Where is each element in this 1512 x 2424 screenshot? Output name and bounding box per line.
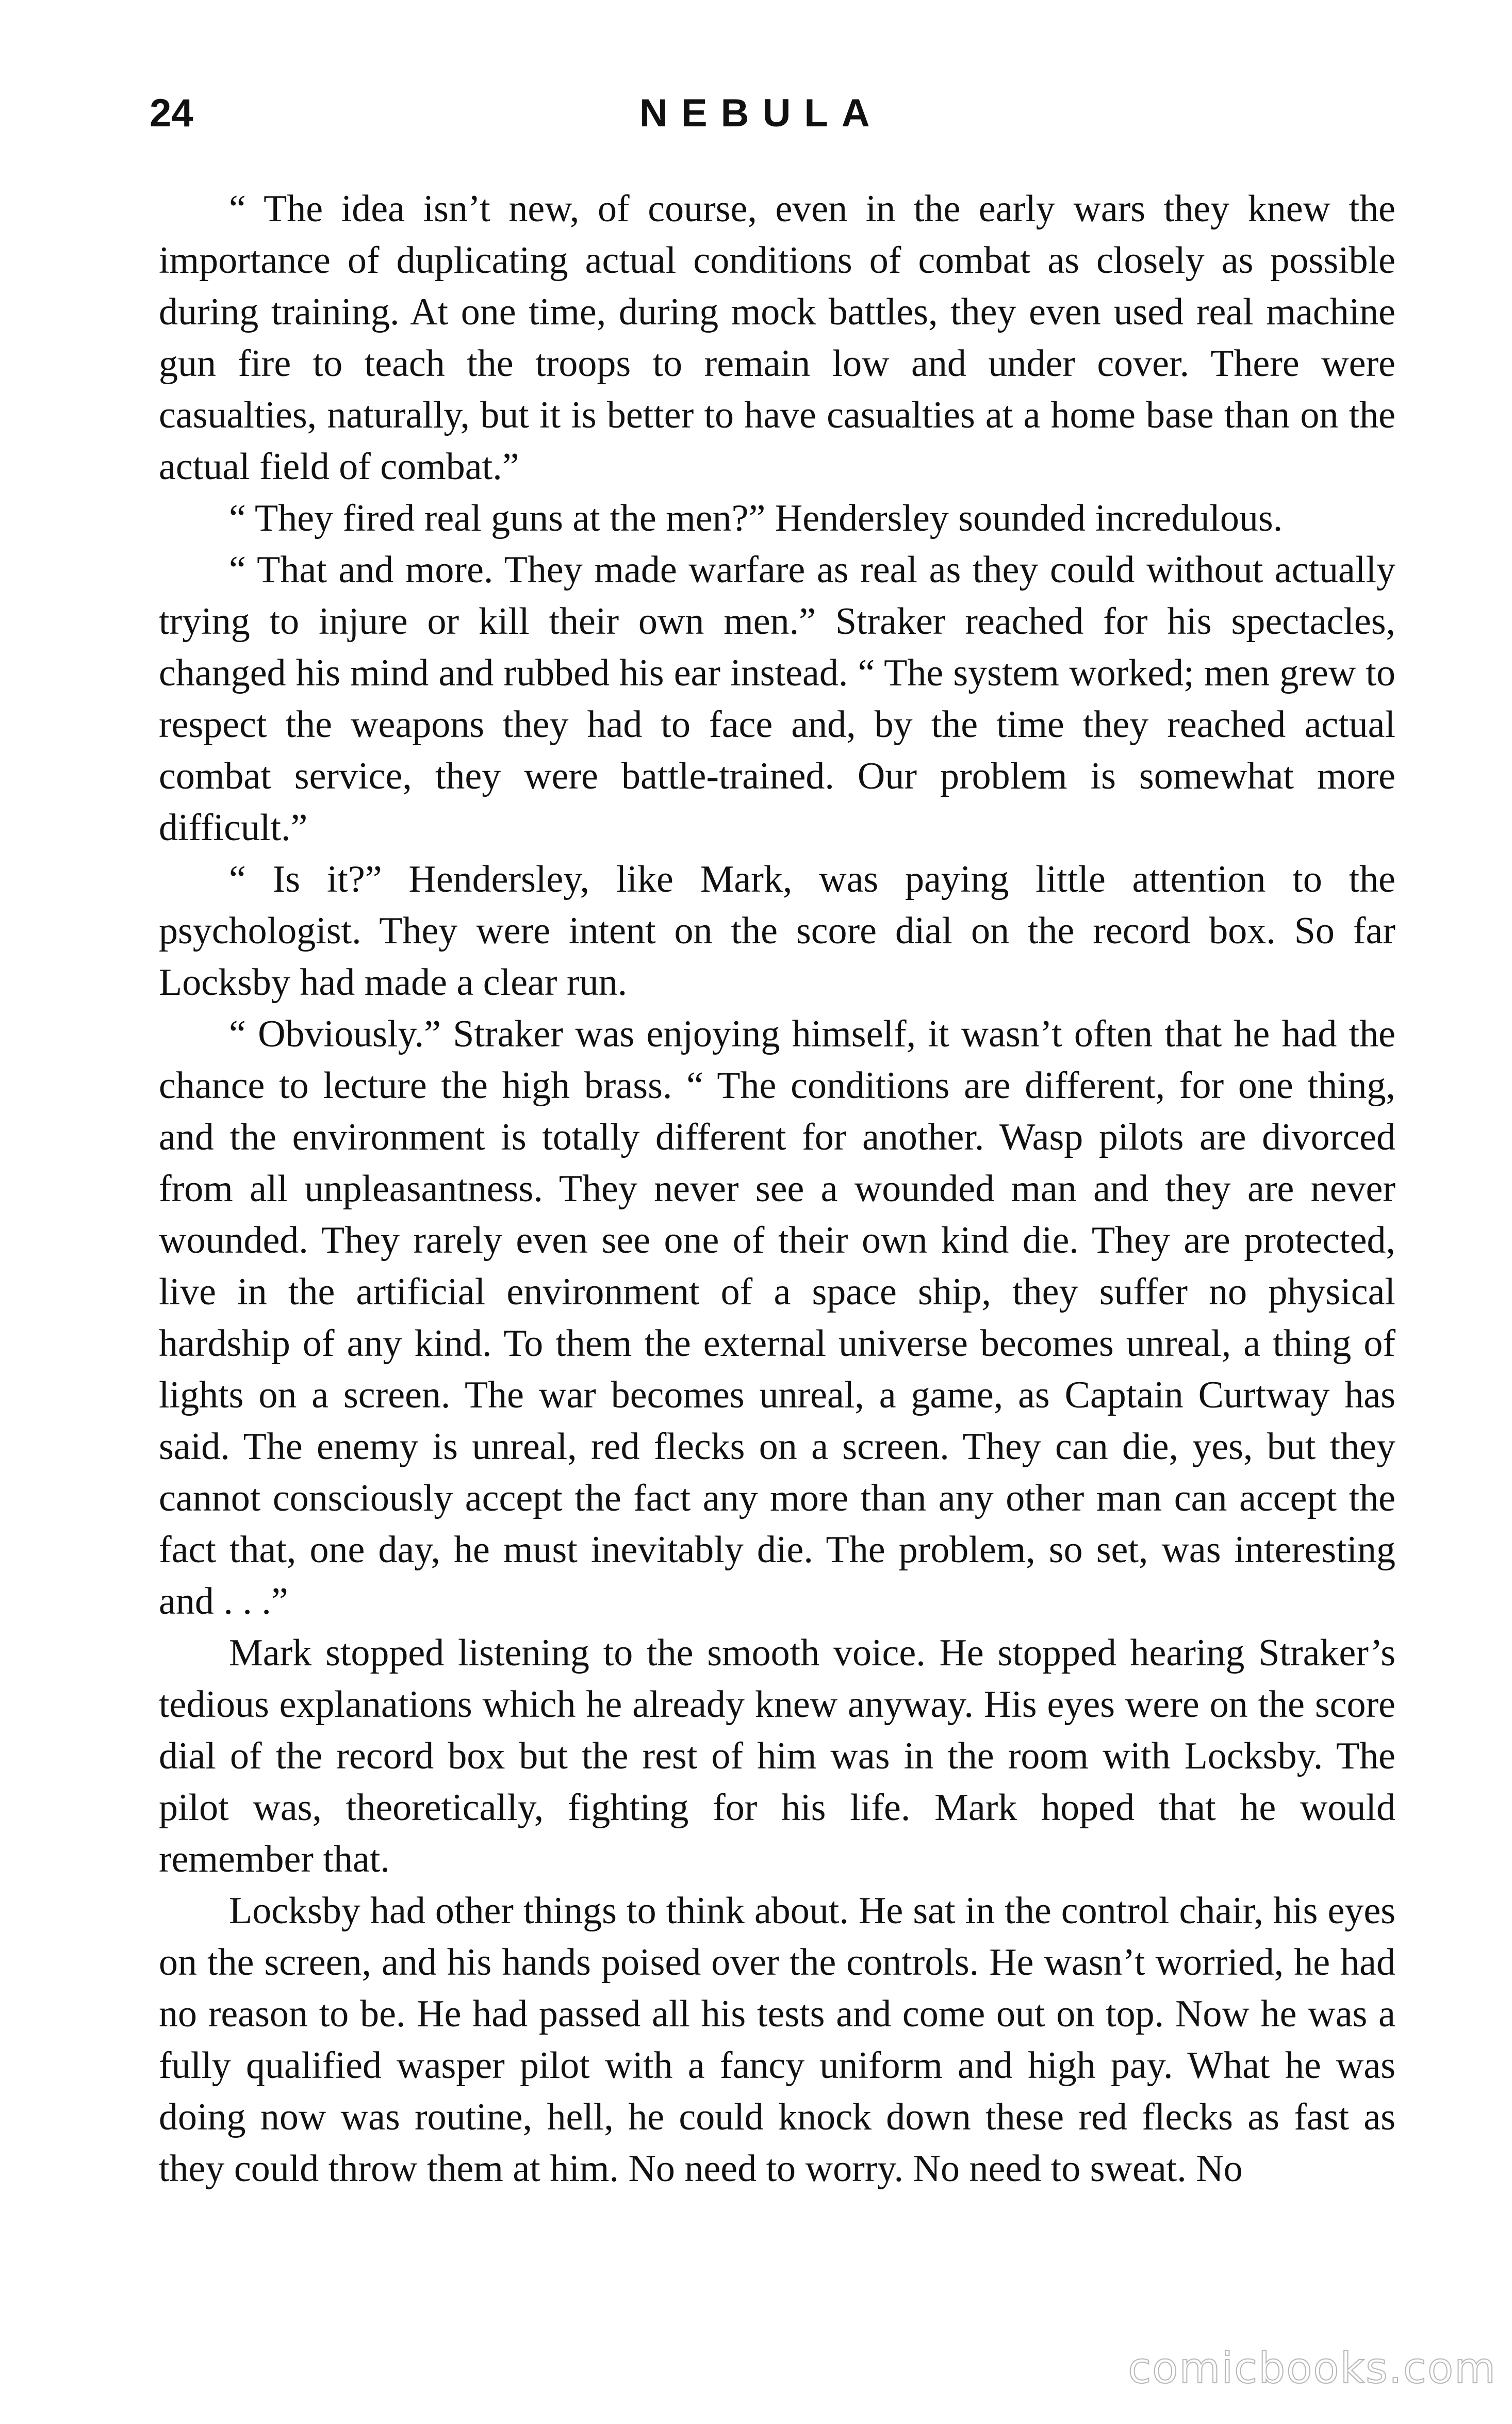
body-text [159,183,1395,2194]
page-number: 24 [150,91,193,135]
paragraph: “ The idea isn’t new, of course, even in the early wars they knew the importance of duplicating actual conditions of combat as closely as possible during training. At one time, during mock battles, they even used real machine gun fire to teach the troops to remain low and under cover. There were casualties, naturally, but it is better to have casualties at a home base than on the actual field of combat.” [159,188,1395,488]
paragraph: “ They fired real guns at the men?” Hendersley sounded incredulous. [229,497,1283,539]
paragraph: “ Is it?” Hendersley, like Mark, was paying little attention to the psychologist. They were intent on the score dial on the record box. So far Locksby had made a clear run. [159,858,1395,1004]
paragraph: “ Obviously.” Straker was enjoying himself, it wasn’t often that he had the chance to lecture the high brass. “ The conditions are different, for one thing, and the environment is totally different for another. Wasp pilots are divorced from all unpleasantness. They never see a wounded man and they are never wounded. They rarely even see one of their own kind die. They are protected, live in the artificial environment of a space ship, they suffer no physical hardship of any kind. To them the external universe becomes unreal, a thing of lights on a screen. The war becomes unreal, a game, as Captain Curtway has said. The enemy is unreal, red flecks on a screen. They can die, yes, but they cannot consciously accept the fact any more than any other man can accept the fact that, one day, he must inevitably die. The problem, so set, was interesting and . . .” [159,1013,1395,1623]
running-title: NEBULA [639,91,883,135]
paragraph: Mark stopped listening to the smooth voice. He stopped hearing Straker’s tedious explanations which he already knew anyway. His eyes were on the score dial of the record box but the rest of him was in the room with Locksby. The pilot was, theoretically, fighting for his life. Mark hoped that he would remember that. [159,1632,1395,1880]
paragraph: Locksby had other things to think about. He sat in the control chair, his eyes on the screen, and his hands poised over the controls. He wasn’t worried, he had no reason to be. He had passed all his tests and come out on top. Now he was a fully qualified wasper pilot with a fancy uniform and high pay. What he was doing now was routine, hell, he could knock down these red flecks as fast as they could throw them at him. No need to worry. No need to sweat. No [159,1890,1395,2190]
watermark: comicbooks.com [1128,2344,1497,2393]
paragraph: “ That and more. They made warfare as real as they could without actually trying to injure or kill their own men.” Straker reached for his spectacles, changed his mind and rubbed his ear instead. “ The system worked; men grew to respect the weapons they had to face and, by the time they reached actual combat service, they were battle-trained. Our problem is somewhat more difficult.” [159,549,1395,849]
